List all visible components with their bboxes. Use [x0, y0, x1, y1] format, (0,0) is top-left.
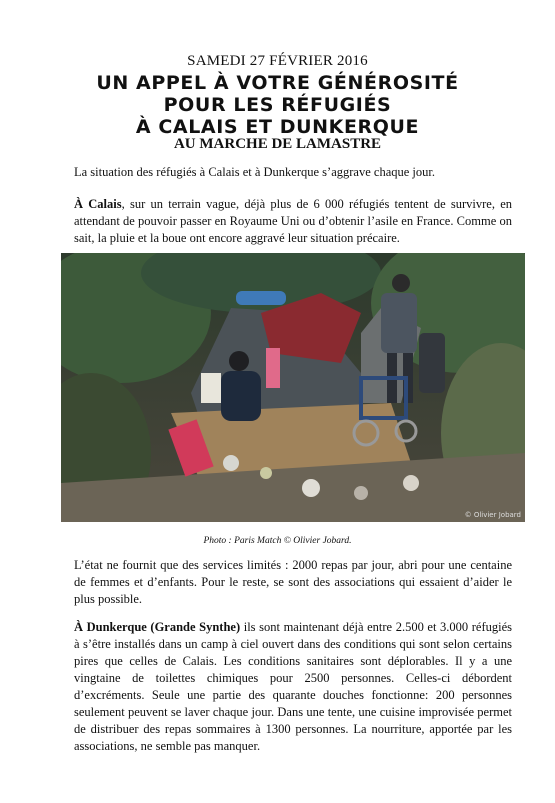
intro-paragraph: La situation des réfugiés à Calais et à Dunkerque s’aggrave chaque jour.	[74, 165, 435, 179]
title-line-2: POUR LES RÉFUGIÉS	[163, 94, 392, 116]
title-line-3: À CALAIS ET DUNKERQUE	[135, 116, 420, 138]
dunkerque-lead: À Dunkerque (Grande Synthe)	[74, 620, 241, 634]
event-date: SAMEDI 27 FÉVRIER 2016	[187, 53, 368, 69]
subtitle-location: AU MARCHE DE LAMASTRE	[173, 136, 382, 152]
photo-watermark: © Olivier Jobard	[464, 511, 521, 519]
photo-caption: Photo : Paris Match © Olivier Jobard.	[203, 536, 352, 546]
calais-text: , sur un terrain vague, déjà plus de 6 000 réfugiés tentent de survivre, en attendant de pouvoir passer en Royaume Uni ou d’obtenir l’asile en France. Comme on sait, la pluie et la boue ont encore aggravé leur situation précaire.	[74, 197, 512, 245]
calais-lead: À Calais	[74, 197, 122, 211]
refugee-camp-photo	[61, 253, 525, 522]
state-paragraph: L’état ne fournit que des services limités : 2000 repas par jour, abri pour une centaine de femmes et d’enfants. Pour le reste, se sont des associations qui essaient d’aider le plus possible.	[74, 558, 512, 606]
dunkerque-text: ils sont maintenant déjà entre 2.500 et 3.000 réfugiés à s’être installés dans un camp à ciel ouvert dans des conditions qui sont selon certains pires que celles de Calais. Les conditions sanitaires sont déplorables. Il y a une vingtaine de toilettes chimiques pour 2500 personnes. Celles-ci débordent d’excréments. Seule une partie des quarante douches fonctionne: 200 personnes seulement peuvent se laver chaque jour. Dans une tente, une cuisine improvisée permet de distribuer des repas sommaires à 1300 personnes. La nourriture, apportée par les associations, ne semble pas manquer.	[74, 620, 512, 753]
title-line-1: UN APPEL À VOTRE GÉNÉROSITÉ	[96, 72, 459, 94]
dunkerque-paragraph	[74, 619, 512, 755]
calais-paragraph	[74, 196, 512, 247]
photo-illustration	[61, 253, 525, 522]
